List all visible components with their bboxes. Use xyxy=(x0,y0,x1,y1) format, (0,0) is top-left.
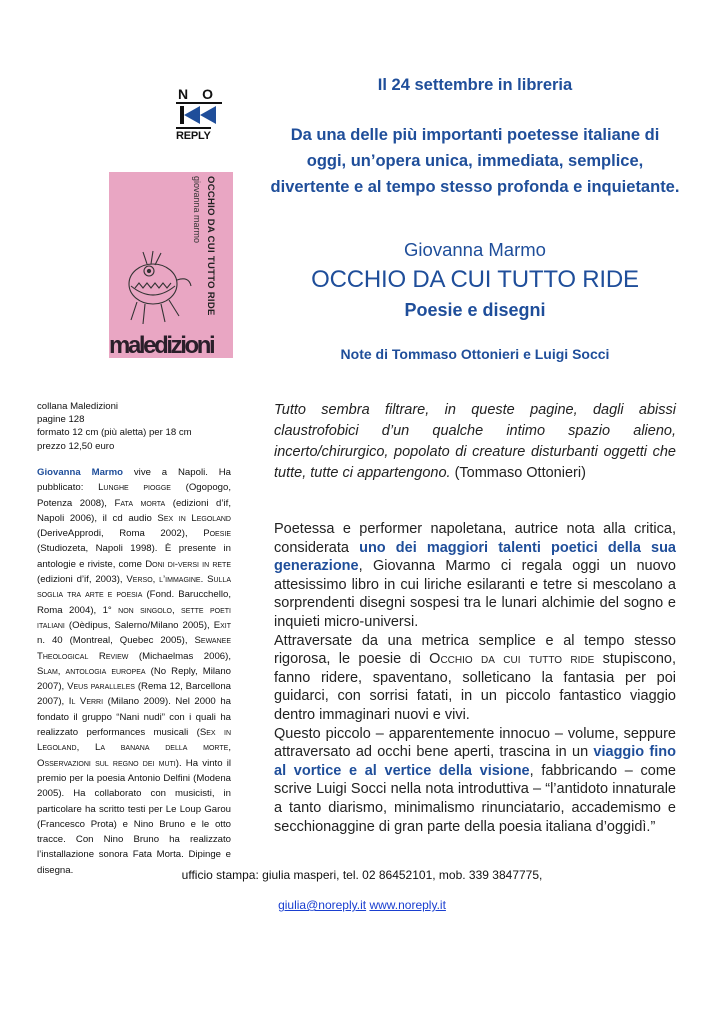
cover-title: OCCHIO DA CUI TUTTO RIDE xyxy=(205,176,216,316)
bio-text: (edizioni d’if, Napoli 2006), il cd audio xyxy=(37,497,231,524)
spec-pages: pagine 128 xyxy=(37,414,85,426)
book-title: OCCHIO DA CUI TUTTO RIDE xyxy=(311,266,639,293)
body-text: Questo piccolo – apparentemente innocuo – volume, seppure attraversato ad occhi bene aperti, trascina in un xyxy=(274,725,676,761)
bio-work: Verso, l’immagine. Sulla soglia tra arte e poesia xyxy=(37,574,231,601)
bio-text: (Milano 2009). Nel 2000 ha fondato il gruppo “Nani nudi” con i quali ha realizzato performances musicali ( xyxy=(37,696,231,739)
contacts xyxy=(0,898,724,912)
tagline: Da una delle più importanti poetesse italiane di oggi, un’opera unica, immediata, semplice, divertente e al tempo stesso profonda e inquietante. xyxy=(270,126,680,196)
bio-text: (Michaelmas 2006), xyxy=(128,650,231,662)
bio-text: n. 40 (Montreal, Quebec 2005), xyxy=(37,635,195,647)
bio-text: vive a Napoli. Ha pubblicato: xyxy=(37,467,231,494)
author-bio xyxy=(37,465,231,878)
bio-work: Sex in Legoland xyxy=(37,727,232,754)
bio-work: Exit xyxy=(213,619,231,631)
body-paragraph-1 xyxy=(274,520,676,632)
logo-bar xyxy=(176,102,222,104)
press-body xyxy=(274,520,676,836)
cover-series: maledizioni xyxy=(109,332,214,358)
body-text: , fabbricando – come scrive Luigi Socci nella nota introduttiva – “l’antidoto innaturale a tanto diarismo, minimalismo rinunciatario, accademismo e secchionaggine di gran parte della poesia italiana d’oggidì.” xyxy=(274,762,676,835)
logo-reply: REPLY xyxy=(176,127,211,142)
body-text: stupiscono, fanno ridere, spaventano, solleticano la fantasia per poi guidarci, con sorrisi fatati, in un piccolo fantastico viaggio dentro immaginari nuovi e vivi. xyxy=(274,651,676,723)
cover-author: giovanna marmo xyxy=(192,176,202,244)
bio-work: Slam, antologia europea xyxy=(37,665,146,677)
bio-work: Sewanee Theological Review xyxy=(37,635,231,662)
bio-text: (Rema 12, Barcellona 2007), xyxy=(37,681,232,708)
bio-work: Il Verri xyxy=(68,696,104,708)
bio-text: ). Ha vinto il premio per la poesia Antonio Delfini (Modena 2005). Ha collaborato con musicisti, in particolare ha scritto testi per Le Loup Garou (Francesco Prota) e Nino Bruno e le otto tracce. Con Nino Bruno ha realizzato l’installazione sonora Fata Morta. Dipinge e disegna. xyxy=(37,757,231,876)
body-text: Attraversate da una metrica semplice e al tempo stesso rigorosa, le poesie di xyxy=(274,632,676,668)
bio-text: (Ogopogo, Potenza 2008), xyxy=(37,482,231,509)
bio-text: (Fond. Barucchello, Roma 2004), xyxy=(37,589,231,616)
body-text: , Giovanna Marmo ci regala oggi un nuovo attesissimo libro in cui liriche esilaranti e tetre si mescolano a sorprendenti disegni sospesi tra le lunari alchimie del sogno e inquieti micro-universi. xyxy=(274,558,676,630)
quote-text: Tutto sembra filtrare, in queste pagine, dagli abissi claustrofobici d’un qualche intimo spazio alieno, incerto/chirurgico, popolato di creature disturbanti oggetti che tutte, tutte ci appartengono. xyxy=(274,402,676,481)
quote-attribution: (Tommaso Ottonieri) xyxy=(450,465,586,481)
bio-work: La banana della morte xyxy=(94,742,229,754)
body-paragraph-3 xyxy=(274,725,676,837)
bio-text: (Studiozeta, Napoli 1998). È presente in antologie e riviste, come xyxy=(37,543,231,570)
bio-text: (No Reply, Milano 2007), xyxy=(37,665,231,693)
cover-drawing xyxy=(117,244,197,332)
bio-work: Veus paralleles xyxy=(67,681,135,693)
spec-series: collana Maledizioni xyxy=(37,401,119,412)
rewind-icon xyxy=(180,106,218,124)
logo-no: NO xyxy=(178,86,227,102)
ottonieri-quote xyxy=(274,400,676,484)
spec-format: formato 12 cm (più aletta) per 18 cm xyxy=(37,427,192,439)
bio-work: Lunghe piogge xyxy=(98,482,171,494)
bio-text: , xyxy=(76,742,95,754)
bio-work: Osservazioni sul regno dei muti xyxy=(37,757,176,769)
bio-text: (DeriveApprodi, Roma 2002), xyxy=(37,528,204,540)
bio-text: (edizioni d’if, 2003), xyxy=(37,574,127,586)
press-office: ufficio stampa: giulia masperi, tel. 02 86452101, mob. 339 3847775, xyxy=(181,868,543,882)
book-cover xyxy=(109,172,233,358)
body-highlight: uno dei maggiori talenti poetici della sua generazione xyxy=(274,539,676,575)
body-text: Poetessa e performer napoletana, autrice nota alla critica, considerata xyxy=(274,521,676,556)
website-link[interactable]: www.noreply.it xyxy=(369,898,446,912)
noreply-logo xyxy=(176,86,227,144)
bio-work: Fata morta xyxy=(114,497,166,509)
body-highlight: viaggio fino al vortice e al vertice della visione xyxy=(274,744,676,779)
bio-text: , xyxy=(228,742,231,754)
bio-work: Poesie xyxy=(203,528,231,540)
body-paragraph-2 xyxy=(274,632,676,725)
author-name: Giovanna Marmo xyxy=(404,239,546,260)
body-book-title: Occhio da cui tutto ride xyxy=(429,651,595,668)
bio-work: 1° non singolo, sette poeti italiani xyxy=(37,604,231,631)
bio-work: Sex in Legoland xyxy=(157,512,231,524)
release-date: Il 24 settembre in libreria xyxy=(377,76,573,94)
notes-credit: Note di Tommaso Ottonieri e Luigi Socci xyxy=(340,346,610,362)
bio-name: Giovanna Marmo xyxy=(37,467,124,478)
book-specs xyxy=(37,400,237,453)
book-subtitle: Poesie e disegni xyxy=(404,300,546,320)
spec-price: prezzo 12,50 euro xyxy=(37,440,115,452)
bio-work: Doni di-versi in rete xyxy=(145,558,231,570)
email-link[interactable]: giulia@noreply.it xyxy=(278,898,367,912)
bio-text: (Oèdipus, Salerno/Milano 2005), xyxy=(64,619,214,631)
